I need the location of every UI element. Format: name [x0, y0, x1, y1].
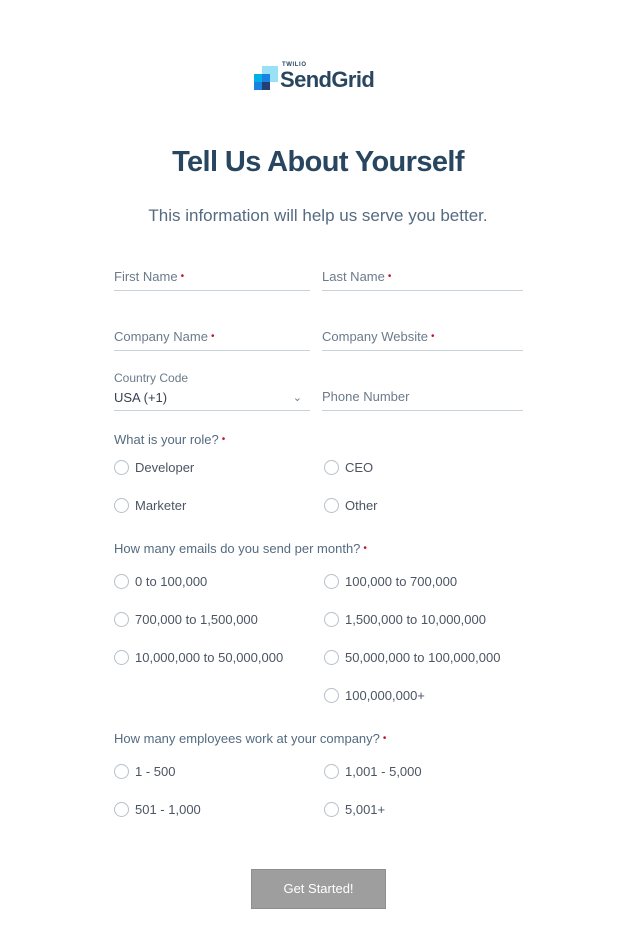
page-subtitle: This information will help us serve you better. — [148, 206, 488, 225]
emails-option[interactable]: 1,500,000 to 10,000,000 — [324, 610, 486, 628]
logo-wordmark: SendGrid — [280, 67, 375, 92]
required-indicator: • — [382, 733, 387, 744]
emails-option[interactable]: 700,000 to 1,500,000 — [114, 610, 258, 628]
chevron-down-icon: ⌄ — [292, 392, 302, 404]
emails-option[interactable]: 10,000,000 to 50,000,000 — [114, 648, 283, 666]
page-title: Tell Us About Yourself — [172, 146, 464, 178]
radio-circle[interactable] — [114, 802, 129, 817]
employees-option[interactable]: 501 - 1,000 — [114, 800, 201, 818]
emails-question: How many emails do you send per month? • — [114, 541, 367, 556]
company-name-field[interactable] — [114, 327, 310, 351]
radio-circle[interactable] — [114, 574, 129, 589]
country-code-select[interactable] — [114, 370, 310, 411]
role-question: What is your role? • — [114, 432, 226, 447]
emails-option[interactable]: 50,000,000 to 100,000,000 — [324, 648, 500, 666]
sendgrid-logo-icon — [254, 66, 278, 90]
role-option-ceo[interactable]: CEO — [324, 458, 373, 476]
phone-number-label: Phone Number — [322, 389, 410, 404]
first-name-label: First Name — [114, 269, 178, 284]
role-option-developer[interactable]: Developer — [114, 458, 194, 476]
company-name-label: Company Name — [114, 329, 208, 344]
radio-circle[interactable] — [324, 764, 339, 779]
role-option-marketer[interactable]: Marketer — [114, 496, 186, 514]
company-website-label: Company Website — [322, 329, 428, 344]
role-option-other[interactable]: Other — [324, 496, 378, 514]
required-indicator: • — [387, 271, 392, 282]
required-indicator: • — [210, 331, 215, 342]
radio-circle[interactable] — [324, 802, 339, 817]
logo-twilio-text: TWILIO — [282, 62, 307, 68]
required-indicator: • — [430, 331, 435, 342]
last-name-label: Last Name — [322, 269, 385, 284]
radio-circle[interactable] — [324, 688, 339, 703]
radio-circle[interactable] — [324, 574, 339, 589]
radio-circle[interactable] — [324, 498, 339, 513]
employees-option[interactable]: 5,001+ — [324, 800, 385, 818]
radio-circle[interactable] — [114, 650, 129, 665]
required-indicator: • — [221, 434, 226, 445]
required-indicator: • — [363, 543, 367, 554]
country-code-label: Country Code — [114, 371, 189, 385]
last-name-field[interactable] — [322, 267, 523, 291]
required-indicator: • — [180, 271, 185, 282]
first-name-field[interactable] — [114, 267, 310, 291]
radio-circle[interactable] — [324, 460, 339, 475]
emails-option[interactable]: 0 to 100,000 — [114, 572, 207, 590]
get-started-button[interactable]: Get Started! — [251, 869, 386, 909]
radio-circle[interactable] — [324, 650, 339, 665]
employees-option[interactable]: 1,001 - 5,000 — [324, 762, 422, 780]
radio-circle[interactable] — [114, 764, 129, 779]
employees-option[interactable]: 1 - 500 — [114, 762, 175, 780]
employees-question: How many employees work at your company? • — [114, 731, 387, 746]
phone-number-field[interactable] — [322, 387, 523, 411]
sendgrid-logo — [254, 62, 386, 92]
emails-option[interactable]: 100,000 to 700,000 — [324, 572, 457, 590]
radio-circle[interactable] — [114, 498, 129, 513]
country-code-value: USA (+1) — [114, 390, 168, 405]
emails-option[interactable]: 100,000,000+ — [324, 686, 425, 704]
company-website-field[interactable] — [322, 327, 523, 351]
radio-circle[interactable] — [114, 612, 129, 627]
radio-circle[interactable] — [324, 612, 339, 627]
radio-circle[interactable] — [114, 460, 129, 475]
